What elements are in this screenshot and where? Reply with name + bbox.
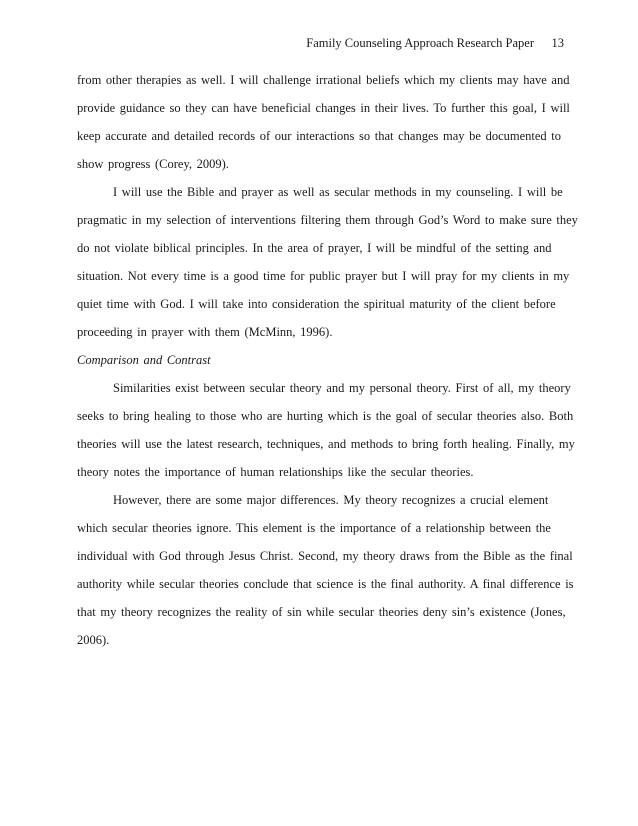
body-line: keep accurate and detailed records of our interactions so that changes may be documented to [77, 129, 562, 143]
body-line: authority while secular theories conclude that science is the final authority. A final difference is [77, 577, 574, 591]
body-line: show progress (Corey, 2009). [77, 157, 229, 171]
running-header [0, 36, 638, 56]
running-head-title: Family Counseling Approach Research Paper [306, 36, 534, 50]
body-line: from other therapies as well. I will challenge irrational beliefs which my clients may have and [77, 73, 570, 87]
body-line: 2006). [77, 633, 110, 647]
body-line: individual with God through Jesus Christ. Second, my theory draws from the Bible as the final [77, 549, 573, 563]
body-line: situation. Not every time is a good time for public prayer but I will pray for my clients in my [77, 269, 570, 283]
body-line: proceeding in prayer with them (McMinn, 1996). [77, 325, 333, 339]
paragraph-first-line: Similarities exist between secular theory and my personal theory. First of all, my theory [113, 381, 571, 395]
body-line: which secular theories ignore. This element is the importance of a relationship between the [77, 521, 551, 535]
section-heading: Comparison and Contrast [77, 353, 211, 367]
body-line: pragmatic in my selection of interventions filtering them through God’s Word to make sure they [77, 213, 578, 227]
body-line: quiet time with God. I will take into consideration the spiritual maturity of the client before [77, 297, 556, 311]
body-line: seeks to bring healing to those who are hurting which is the goal of secular theories also. Both [77, 409, 574, 423]
body-line: theory notes the importance of human relationships like the secular theories. [77, 465, 474, 479]
body-line: provide guidance so they can have beneficial changes in their lives. To further this goal, I will [77, 101, 570, 115]
body-line: do not violate biblical principles. In the area of prayer, I will be mindful of the setting and [77, 241, 552, 255]
paragraph-first-line: However, there are some major differences. My theory recognizes a crucial element [113, 493, 549, 507]
body-line: that my theory recognizes the reality of sin while secular theories deny sin’s existence (Jones, [77, 605, 566, 619]
body-line: theories will use the latest research, techniques, and methods to bring forth healing. Finally, my [77, 437, 575, 451]
page-number: 13 [551, 36, 564, 50]
paragraph-first-line: I will use the Bible and prayer as well as secular methods in my counseling. I will be [113, 185, 563, 199]
